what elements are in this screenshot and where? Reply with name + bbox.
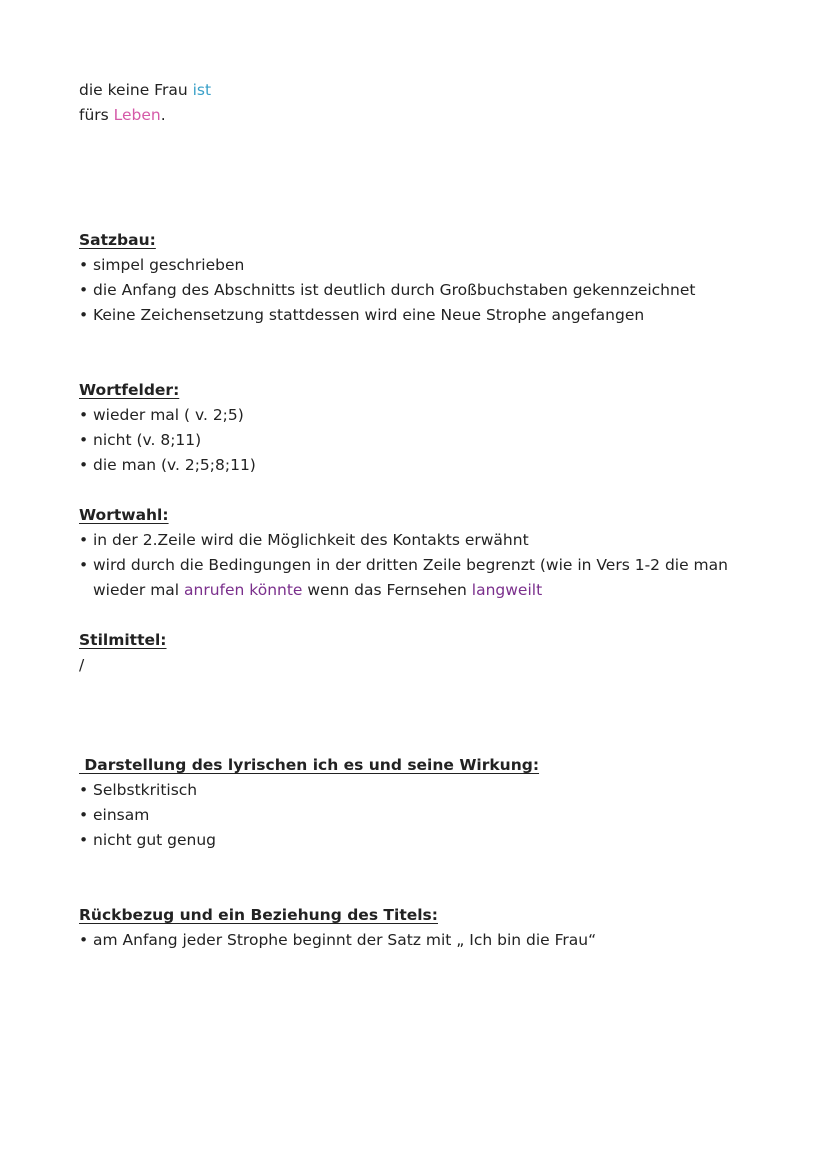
bullet-icon: •: [79, 431, 89, 449]
list-item-text: nicht (v. 8;11): [93, 431, 202, 449]
list-item: [79, 778, 779, 803]
continuation-text-a: wieder mal: [93, 581, 185, 599]
list-item-text: einsam: [93, 806, 150, 824]
stilmittel-content: /: [79, 656, 85, 674]
intro-line-2-text: fürs: [79, 106, 114, 124]
bullet-icon: •: [79, 806, 89, 824]
highlight-langweilt: langweilt: [471, 581, 543, 599]
intro-line-1: [79, 78, 779, 103]
list-item-text: Selbstkritisch: [93, 781, 198, 799]
bullet-icon: •: [79, 306, 89, 324]
list-item-text: simpel geschrieben: [93, 256, 245, 274]
bullet-icon: •: [79, 931, 89, 949]
bullet-icon: •: [79, 281, 89, 299]
list-item: [79, 553, 779, 578]
list-item-text: Keine Zeichensetzung stattdessen wird eine Neue Strophe angefangen: [93, 306, 645, 324]
list-item-text: die Anfang des Abschnitts ist deutlich durch Großbuchstaben gekennzeichnet: [93, 281, 696, 299]
intro-line-1-text: die keine Frau: [79, 81, 193, 99]
bullet-icon: •: [79, 781, 89, 799]
darstellung-heading: Darstellung des lyrischen ich es und seine Wirkung:: [79, 756, 540, 774]
bullet-icon: •: [79, 456, 89, 474]
continuation-text-b: wenn das Fernsehen: [302, 581, 472, 599]
list-item: [79, 253, 779, 278]
bullet-icon: •: [79, 556, 89, 574]
intro-line-1-highlight: ist: [192, 81, 212, 99]
bullet-icon: •: [79, 531, 89, 549]
wortfelder-heading: Wortfelder:: [79, 381, 180, 399]
document-page: [79, 78, 779, 953]
rueckbezug-heading: Rückbezug und ein Beziehung des Titels:: [79, 906, 438, 924]
list-item: [79, 528, 779, 553]
list-item-continuation: [79, 578, 779, 603]
bullet-icon: •: [79, 406, 89, 424]
list-item: [79, 828, 779, 853]
list-item: [79, 278, 779, 303]
list-item: [79, 928, 779, 953]
list-item: [79, 303, 779, 328]
list-item-text: in der 2.Zeile wird die Möglichkeit des Kontakts erwähnt: [93, 531, 529, 549]
list-item-text: wieder mal ( v. 2;5): [93, 406, 244, 424]
wortwahl-heading: Wortwahl:: [79, 506, 169, 524]
highlight-anrufen: anrufen könnte: [184, 581, 303, 599]
intro-line-2: [79, 103, 779, 128]
list-item: [79, 428, 779, 453]
list-item-text: am Anfang jeder Strophe beginnt der Satz mit „ Ich bin die Frau“: [93, 931, 597, 949]
list-item-text: nicht gut genug: [93, 831, 217, 849]
satzbau-heading: Satzbau:: [79, 231, 156, 249]
list-item-text: wird durch die Bedingungen in der dritten Zeile begrenzt (wie in Vers 1-2 die man: [93, 556, 728, 574]
bullet-icon: •: [79, 256, 89, 274]
list-item: [79, 453, 779, 478]
intro-line-2-tail: .: [160, 106, 166, 124]
list-item: [79, 403, 779, 428]
bullet-icon: •: [79, 831, 89, 849]
intro-line-2-highlight: Leben: [113, 106, 161, 124]
list-item-text: die man (v. 2;5;8;11): [93, 456, 256, 474]
list-item: [79, 803, 779, 828]
stilmittel-heading: Stilmittel:: [79, 631, 167, 649]
